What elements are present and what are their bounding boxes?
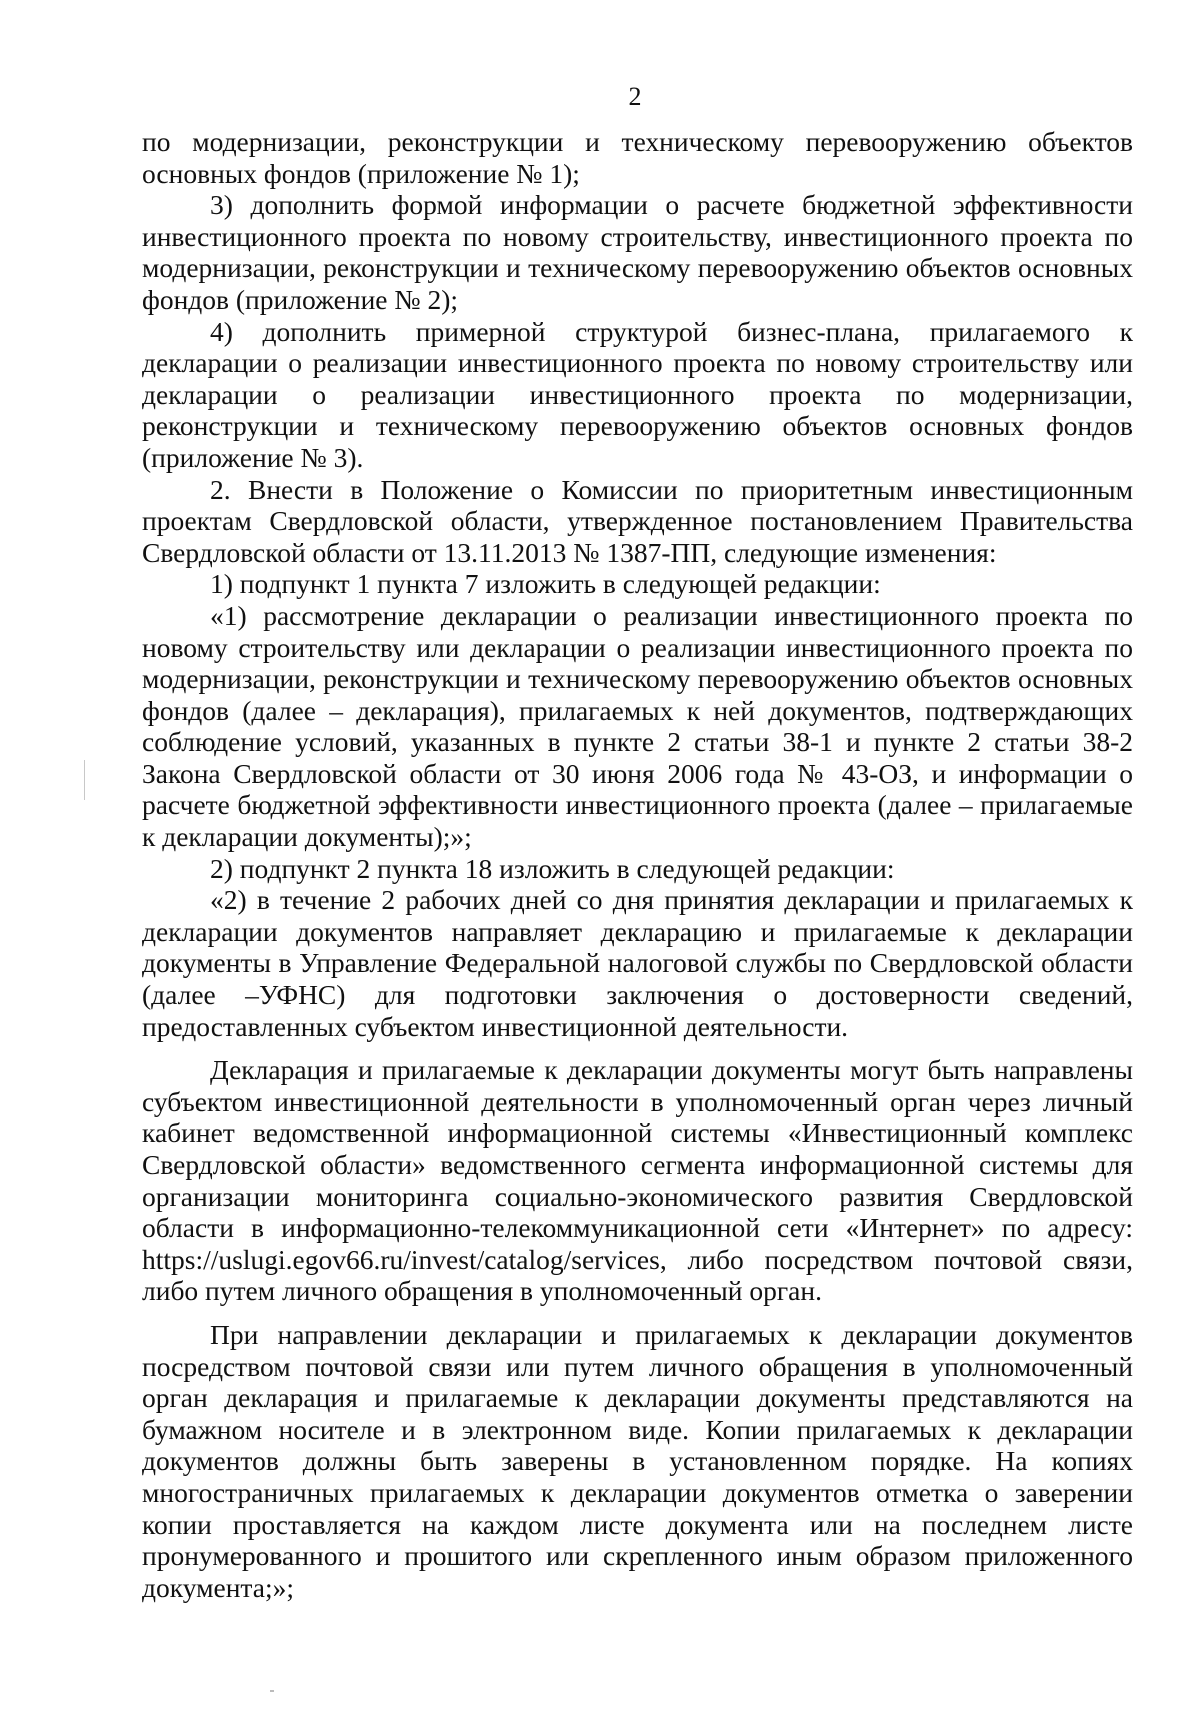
page-number: 2 bbox=[628, 82, 642, 111]
paragraph-section-2: 2. Внести в Положение о Комиссии по приоритетным инвестиционным проектам Свердловской области, утвержденное постановлением Правительства Свердловской области от 13.11.2013 № 1387-ПП, следующие изменения: bbox=[142, 473, 1133, 568]
scan-speck bbox=[270, 1690, 274, 1692]
paragraph-paper-copies: При направлении декларации и прилагаемых к декларации документов посредством почтовой связи или путем личного обращения в уполномоченный орган декларация и прилагаемые к декларации документы представляются на бумажном носителе и в электронном виде. Копии прилагаемых к декларации документов должны быть заверены в установленном порядке. На копиях многостраничных прилагаемых к декларации документов отметка о заверении копии проставляется на каждом листе документа или на последнем листе пронумерованного и прошитого или скрепленного иным образом приложенного документа;»; bbox=[142, 1318, 1133, 1603]
paragraph-subitem-2: 2) подпункт 2 пункта 18 изложить в следующей редакции: bbox=[210, 852, 895, 884]
paragraph-quote-2: «2) в течение 2 рабочих дней со дня принятия декларации и прилагаемых к декларации документов направляет декларацию и прилагаемые к декларации документы в Управление Федеральной налоговой службы по Свердловской области (далее –УФНС) для подготовки заключения о достоверности сведений, предоставленных субъектом инвестиционной деятельности. bbox=[142, 884, 1133, 1042]
paragraph-item-4: 4) дополнить примерной структурой бизнес-плана, прилагаемого к декларации о реализации инвестиционного проекта по новому строительству или декларации о реализации инвестиционного проекта по модернизации, реконструкции и техническому перевооружению объектов основных фондов (приложение № 3). bbox=[142, 315, 1133, 473]
paragraph-submission: Декларация и прилагаемые к декларации документы могут быть направлены субъектом инвестиционной деятельности в уполномоченный орган через личный кабинет ведомственной информационной системы «Инвестиционный комплекс Свердловской области» ведомственного сегмента информационной системы для организации мониторинга социально-экономического развития Свердловской области в информационно-телекоммуникационной сети «Интернет» по адресу: https://uslugi.egov66.ru/invest/catalog/services, либо посредством почтовой связи, либо путем личного обращения в уполномоченный орган. bbox=[142, 1054, 1133, 1307]
scan-margin-mark bbox=[84, 760, 85, 800]
paragraph-continuation: по модернизации, реконструкции и техническому перевооружению объектов основных фондов (приложение № 1); bbox=[142, 126, 1133, 189]
paragraph-subitem-1: 1) подпункт 1 пункта 7 изложить в следующей редакции: bbox=[210, 568, 881, 600]
document-body bbox=[142, 126, 1133, 1603]
paragraph-quote-1: «1) рассмотрение декларации о реализации инвестиционного проекта по новому строительству или декларации о реализации инвестиционного проекта по модернизации, реконструкции и техническому перевооружению объектов основных фондов (далее – декларация), прилагаемых к ней документов, подтверждающих соблюдение условий, указанных в пункте 2 статьи 38-1 и пункте 2 статьи 38-2 Закона Свердловской области от 30 июня 2006 года № 43-ОЗ, и информации о расчете бюджетной эффективности инвестиционного проекта (далее – прилагаемые к декларации документы);»; bbox=[142, 599, 1133, 853]
paragraph-item-3: 3) дополнить формой информации о расчете бюджетной эффективности инвестиционного проекта по новому строительству, инвестиционного проекта по модернизации, реконструкции и техническому перевооружению объектов основных фондов (приложение № 2); bbox=[142, 189, 1133, 315]
